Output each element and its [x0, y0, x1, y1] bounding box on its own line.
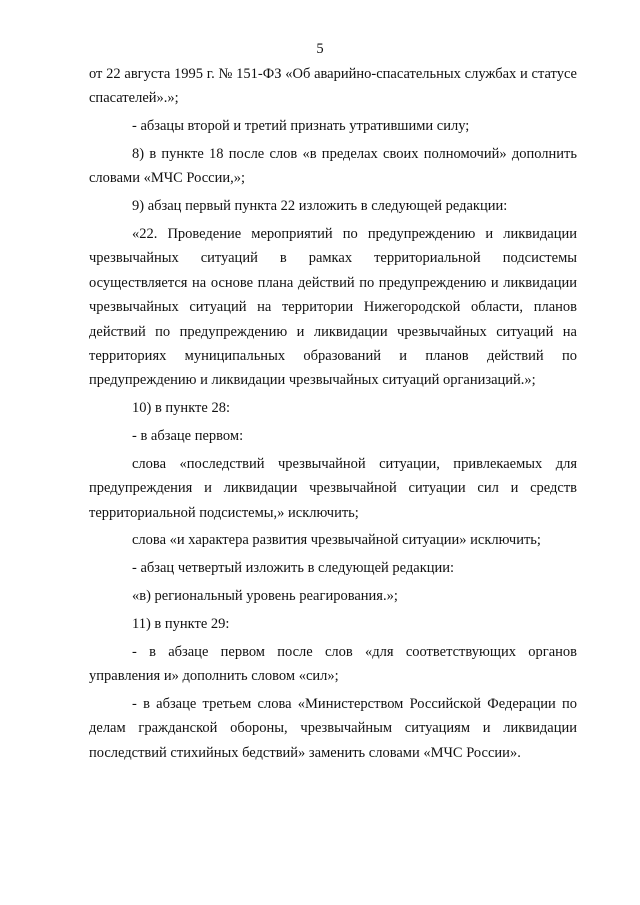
page-number: 5 [316, 41, 324, 57]
paragraph-words-excluded-2: слова «и характера развития чрезвычайной ситуации» исключить; [132, 532, 541, 549]
paragraph-item-11: 11) в пункте 29: [132, 615, 230, 632]
paragraph-replace-ministry: - в абзаце третьем слова «Министерством Российской Федерации по делам гражданской обороны, чрезвычайным ситуациям и ликвидации последствий стихийных бедствий» заменить словами «МЧС России». [89, 695, 577, 761]
paragraph-law-reference: от 22 августа 1995 г. № 151-ФЗ «Об аварийно-спасательных службах и статусе спасателей».»; [89, 66, 577, 107]
paragraph-item-10: 10) в пункте 28: [132, 400, 230, 417]
paragraph-words-excluded-1: слова «последствий чрезвычайной ситуации, привлекаемых для предупреждения и ликвидации чрезвычайной ситуации сил и средств территориальной подсистемы,» исключить; [89, 455, 577, 521]
paragraph-first-abzac: - в абзаце первом: [132, 428, 244, 445]
paragraph-fourth-abzac: - абзац четвертый изложить в следующей редакции: [132, 560, 455, 577]
paragraph-add-word-forces: - в абзаце первом после слов «для соответствующих органов управления и» дополнить словом «сил»; [89, 643, 577, 685]
paragraph-item-8: 8) в пункте 18 после слов «в пределах своих полномочий» дополнить словами «МЧС России,»; [89, 146, 577, 187]
paragraph-abolish-clauses: - абзацы второй и третий признать утратившими силу; [132, 118, 470, 135]
document-body [89, 62, 577, 768]
paragraph-item-9: 9) абзац первый пункта 22 изложить в следующей редакции: [132, 198, 508, 215]
paragraph-clause-22-text: «22. Проведение мероприятий по предупреждению и ликвидации чрезвычайных ситуаций в рамках территориальной подсистемы осуществляется на основе плана действий по предупреждению и ликвидации чрезвычайных ситуаций на территории Нижегородской области, планов действий по предупреждению и ликвидации чрезвычайных ситуаций на территориях муниципальных образований и планов действий по предупреждению и ликвидации чрезвычайных ситуаций организаций.»; [89, 226, 577, 389]
paragraph-regional-level: «в) региональный уровень реагирования.»; [132, 588, 398, 605]
